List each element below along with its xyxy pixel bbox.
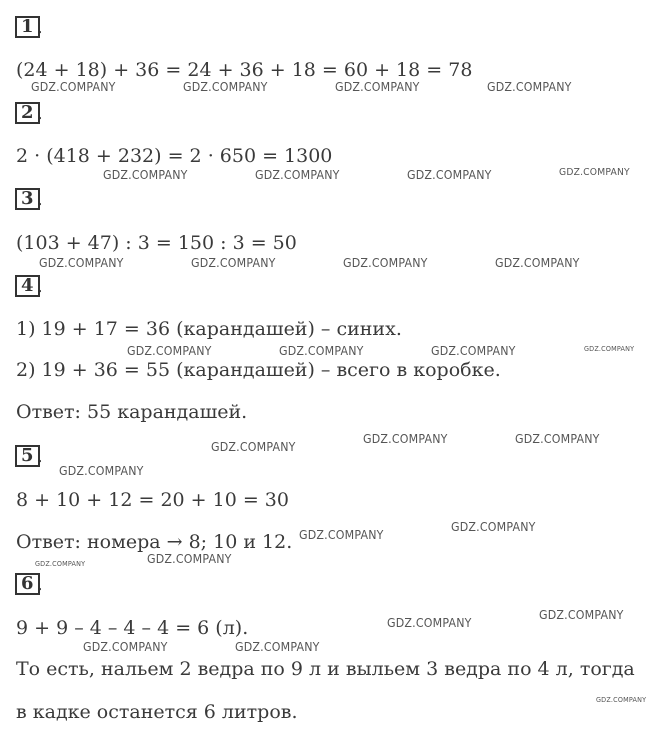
task-number: 3 [21,188,34,209]
task-number-dot: . [37,574,43,595]
watermark: GDZ.COMPANY [235,640,320,654]
equation-line: (24 + 18) + 36 = 24 + 36 + 18 = 60 + 18 = 78 [16,59,473,81]
equation-line: 8 + 10 + 12 = 20 + 10 = 30 [16,489,289,511]
watermark: GDZ.COMPANY [183,80,268,94]
task-number-dot: . [37,17,43,38]
watermark: GDZ.COMPANY [387,616,472,630]
watermark: GDZ.COMPANY [407,168,492,182]
watermark: GDZ.COMPANY [596,696,647,704]
watermark: GDZ.COMPANY [39,256,124,270]
task-number: 2 [21,102,34,123]
watermark: GDZ.COMPANY [343,256,428,270]
task-number-dot: . [37,103,43,124]
watermark: GDZ.COMPANY [335,80,420,94]
watermark: GDZ.COMPANY [83,640,168,654]
solution-line: 2) 19 + 36 = 55 (карандашей) – всего в коробке. [16,359,501,381]
watermark: GDZ.COMPANY [31,80,116,94]
watermark: GDZ.COMPANY [431,344,516,358]
task-number-box [15,102,40,124]
watermark: GDZ.COMPANY [487,80,572,94]
watermark: GDZ.COMPANY [127,344,212,358]
task-number: 5 [21,445,34,466]
solution-line: То есть, нальем 2 ведра по 9 л и выльем 3 ведра по 4 л, тогда [16,658,635,680]
solution-line: в кадке останется 6 литров. [16,701,298,723]
watermark: GDZ.COMPANY [255,168,340,182]
task-number-dot: . [37,446,43,467]
watermark: GDZ.COMPANY [584,345,635,353]
watermark: GDZ.COMPANY [495,256,580,270]
equation-line: (103 + 47) : 3 = 150 : 3 = 50 [16,232,297,254]
task-number: 1 [21,16,34,37]
solution-line: 1) 19 + 17 = 36 (карандашей) – синих. [16,318,402,340]
watermark: GDZ.COMPANY [211,440,296,454]
task-number-box [15,573,40,595]
task-number-dot: . [37,189,43,210]
task-number: 6 [21,573,34,594]
task-number-dot: . [37,276,43,297]
task-number-box [15,275,40,297]
watermark: GDZ.COMPANY [559,167,630,178]
watermark: GDZ.COMPANY [103,168,188,182]
watermark: GDZ.COMPANY [35,560,86,568]
answer-line: Ответ: 55 карандашей. [16,401,248,423]
watermark: GDZ.COMPANY [299,528,384,542]
watermark: GDZ.COMPANY [59,464,144,478]
watermark: GDZ.COMPANY [515,432,600,446]
watermark: GDZ.COMPANY [363,432,448,446]
task-number-box [15,445,40,467]
task-number-box [15,188,40,210]
watermark: GDZ.COMPANY [539,608,624,622]
equation-line: 9 + 9 – 4 – 4 – 4 = 6 (л). [16,617,249,639]
watermark: GDZ.COMPANY [147,552,232,566]
watermark: GDZ.COMPANY [451,520,536,534]
watermark: GDZ.COMPANY [191,256,276,270]
task-number: 4 [21,275,34,296]
answer-line: Ответ: номера → 8; 10 и 12. [16,531,293,553]
watermark: GDZ.COMPANY [279,344,364,358]
equation-line: 2 · (418 + 232) = 2 · 650 = 1300 [16,145,333,167]
task-number-box [15,16,40,38]
